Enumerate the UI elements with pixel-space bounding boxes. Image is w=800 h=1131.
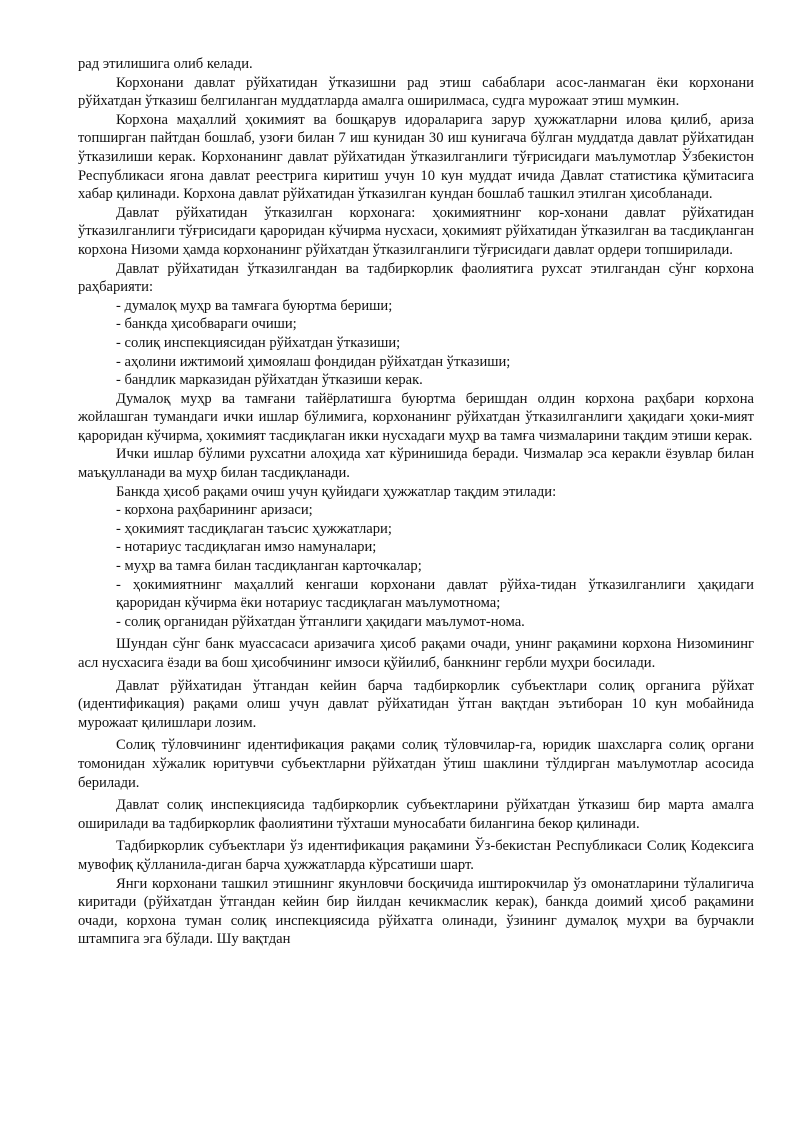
list-item: - банкда ҳисобвараги очиши; bbox=[116, 316, 297, 333]
list-item: - ҳокимият тасдиқлаган таъсис ҳужжатлари; bbox=[116, 520, 392, 537]
list-item: - солиқ инспекциясидан рўйхатдан ўтказиши; bbox=[116, 334, 401, 351]
list-item: - думалоқ муҳр ва тамғага буюртма бериши; bbox=[116, 297, 393, 314]
paragraph: Банкда ҳисоб рақами очиш учун қуйидаги ҳужжатлар тақдим этилади: bbox=[116, 483, 557, 500]
paragraph: Давлат рўйхатидан ўтгандан кейин барча тадбиркорлик субъектлари солиқ органига рўйхат (идентификация) рақами олиш учун давлат рўйхатидан ўтган вақтдан эътиборан 10 кун мобайнида мурожаат қилишлари лозим. bbox=[78, 677, 754, 731]
paragraph: Корхонани давлат рўйхатидан ўтказишни рад этиш сабаблари асос-ланмаган ёки корхонани рўйхатдан ўтказиш белгиланган муддатларда амалга оширилмаса, судга мурожаат этиш мумкин. bbox=[78, 74, 754, 110]
paragraph: Шундан сўнг банк муассасаси аризачига ҳисоб рақами очади, унинг рақамини корхона Низомининг асл нусхасига ёзади ва бош ҳисобчининг имзоси қўйилиб, банкнинг гербли муҳри босилади. bbox=[78, 636, 754, 671]
paragraph: Давлат рўйхатидан ўтказилган корхонага: ҳокимиятнинг кор-хонани давлат рўйхатидан ўтказилганлиги тўғрисидаги қароридан кўчирма нусхаси, ҳокимият рўйхатидан ўтказилган ва тасдиқланган корхона Низоми ҳамда корхонанинг рўйхатдан ўтказилганлиги тўғрисидаги давлат ордери топширилади. bbox=[78, 204, 754, 258]
paragraph: Корхона маҳаллий ҳокимият ва бошқарув идораларига зарур ҳужжатларни илова қилиб, ариза топширган пайтдан бошлаб, узоғи билан 7 иш кунидан 30 иш кунигача бўлган муддатда давлат рўйхатидан ўтказилиши керак. Корхонанинг давлат рўйхатидан ўтказилганлиги тўғрисидаги маълумотлар Ўзбекистон Республикаси ягона давлат реестрига киритиш учун 10 кун муддат ичида Давлат статистика қўмитасига хабар қилинади. Корхона давлат рўйхатидан ўтказилган кундан бошлаб ташкил этилган ҳисобланади. bbox=[78, 111, 754, 203]
list-item: - ҳокимиятнинг маҳаллий кенгаши корхонани давлат рўйха-тидан ўтказилганлиги ҳақидаги қароридан кўчирма ёки нотариус тасдиқлаган маълумотнома; bbox=[116, 576, 754, 612]
paragraph: Думалоқ муҳр ва тамғани тайёрлатишга буюртма беришдан олдин корхона раҳбари корхона жойлашган тумандаги ички ишлар бўлимига, корхонанинг рўйхатдан ўтказилганлиги ҳақидаги ҳоки-мият қароридан кўчирма, ҳокимият тасдиқлаган икки нусхадаги муҳр ва тамға чизмаларини тақдим этиши керак. bbox=[78, 390, 754, 444]
list-item: - аҳолини ижтимоий ҳимоялаш фондидан рўйхатдан ўтказиши; bbox=[116, 353, 511, 370]
paragraph: Давлат рўйхатидан ўтказилгандан ва тадбиркорлик фаолиятига рухсат этилгандан сўнг корхона раҳбарияти: bbox=[78, 260, 754, 296]
list-item: - солиқ органидан рўйхатдан ўтганлиги ҳақидаги маълумот-нома. bbox=[116, 613, 525, 630]
list-item: - нотариус тасдиқлаган имзо намуналари; bbox=[116, 539, 377, 556]
list-item: - бандлик марказидан рўйхатдан ўтказиши керак. bbox=[116, 372, 423, 389]
list-item: - корхона раҳбарининг аризаси; bbox=[116, 502, 313, 519]
paragraph: Солиқ тўловчининг идентификация рақами солиқ тўловчилар-га, юридик шахсларга солиқ органи томонидан хўжалик юритувчи субъектларни рўйхатдан ўтиш шаклини тўлдирган маълумотлар асосида берилади. bbox=[78, 737, 754, 791]
document-body bbox=[78, 55, 754, 949]
paragraph-continuation: рад этилишига олиб келади. bbox=[78, 56, 253, 72]
paragraph: Тадбиркорлик субъектлари ўз идентификация рақамини Ўз-бекистан Республикаси Солиқ Кодексига мувофиқ қўлланила-диган барча ҳужжатларда кўрсатиши шарт. bbox=[78, 838, 754, 873]
paragraph: Ички ишлар бўлими рухсатни алоҳида хат кўринишида беради. Чизмалар эса керакли ёзувлар билан маъқулланади ва муҳр билан тасдиқланади. bbox=[78, 446, 754, 482]
paragraph: Давлат солиқ инспекциясида тадбиркорлик субъектларини рўйхатдан ўтказиш бир марта амалга оширилади ва тадбиркорлик фаолиятини тўхташи муносабати билангина бекор қилинади. bbox=[78, 797, 754, 832]
paragraph: Янги корхонани ташкил этишнинг якунловчи босқичида иштирокчилар ўз омонатларини тўлалигича киритади (рўйхатдан ўтгандан кейин бир йилдан кечикмаслик керак), банкда доимий ҳисоб рақамини очади, корхона туман солиқ инспекциясида рўйхатга олинади, ўзининг думалоқ муҳри ва бурчакли штампига эга бўлади. Шу вақтдан bbox=[78, 875, 754, 948]
list-item: - муҳр ва тамға билан тасдиқланган карточкалар; bbox=[116, 558, 422, 575]
